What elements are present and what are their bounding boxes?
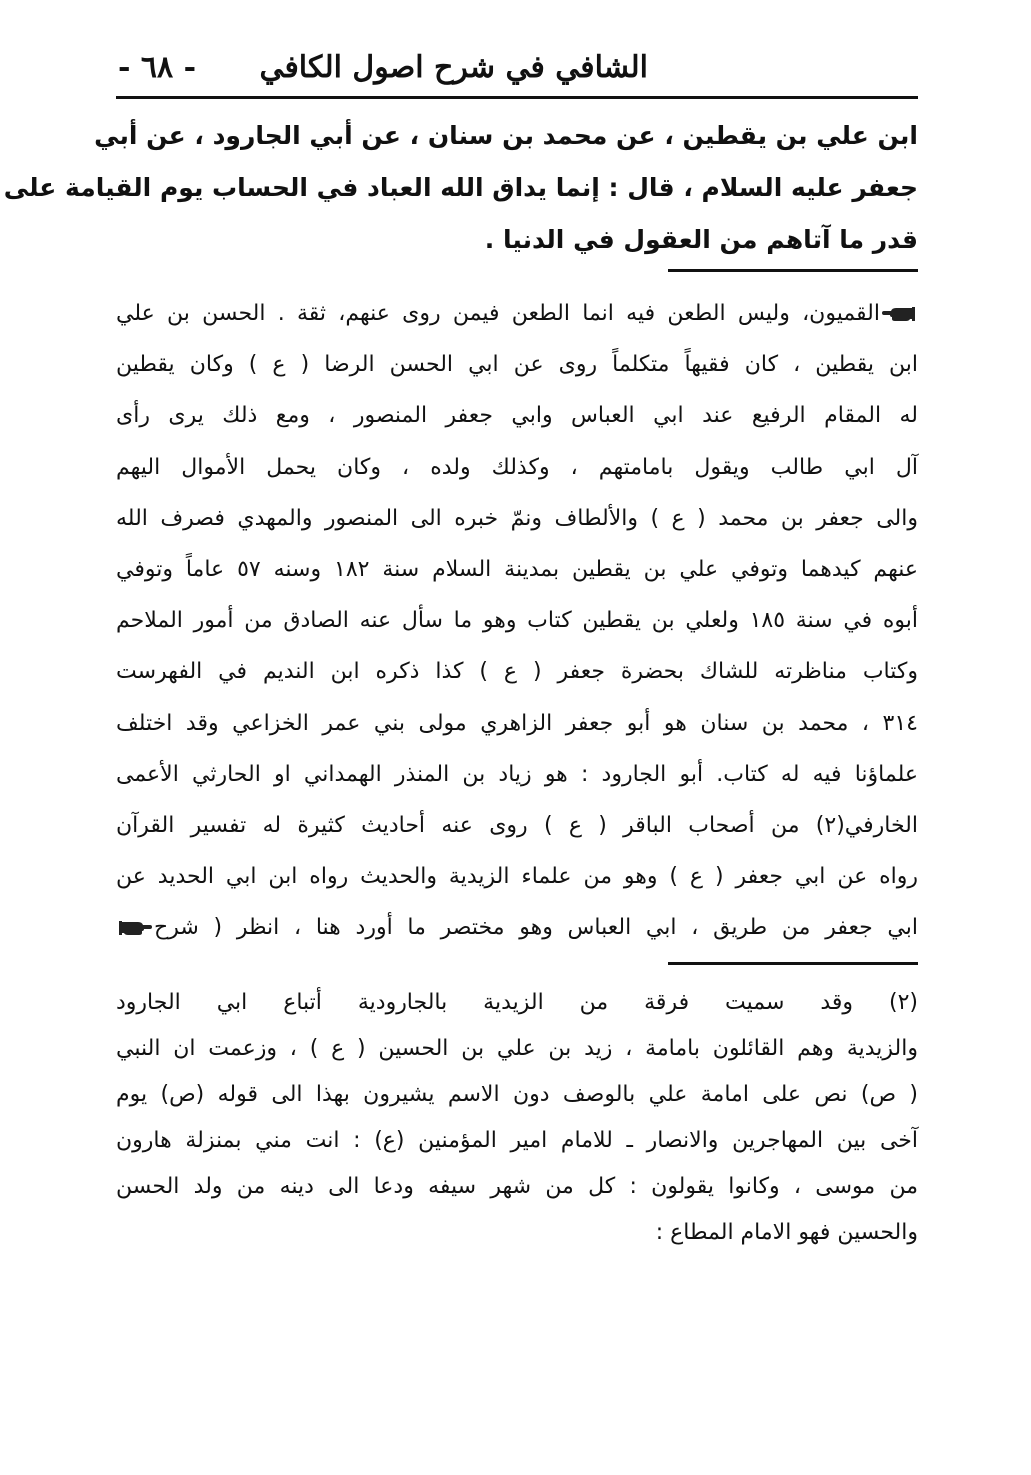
- footnote-line: ( ص) نص على امامة علي بالوصف دون الاسم يشيرون بهذا الى قوله (ص) يوم: [116, 1082, 918, 1107]
- pointing-hand-icon: [882, 305, 916, 323]
- commentary-line: له المقام الرفيع عند ابي العباس وابي جعفر المنصور ، ومع ذلك يرى رأى: [116, 403, 918, 429]
- header-rule: [116, 96, 918, 99]
- footnote-line: والزيدية وهم القائلون بامامة ، زيد بن علي بن الحسين ( ع ) ، وزعمت ان النبي: [116, 1036, 918, 1061]
- footnote-text: [116, 980, 918, 1256]
- page-number: - ٦٨ -: [118, 50, 197, 85]
- footnote-line: آخى بين المهاجرين والانصار ـ للامام امير المؤمنين (ع) : انت مني بمنزلة هارون: [116, 1128, 918, 1153]
- commentary-line: ابن يقطين ، كان فقيهاً متكلماً روى عن ابي الحسن الرضا ( ع ) وكان يقطين: [116, 352, 918, 378]
- commentary-line: آل ابي طالب ويقول بامامتهم ، وكذلك ولده ، وكان يحمل الأموال اليهم: [116, 454, 918, 480]
- page-header: [118, 44, 918, 92]
- commentary-line: الخارفي(٢) من أصحاب الباقر ( ع ) روى عنه أحاديث كثيرة له تفسير القرآن: [116, 813, 918, 839]
- commentary-text: [116, 288, 918, 954]
- commentary-line: عنهم كيدهما وتوفي علي بن يقطين بمدينة السلام سنة ١٨٢ وسنه ٥٧ عاماً وتوفي: [116, 557, 918, 583]
- commentary-line: وكتاب مناظرته للشاك بحضرة جعفر ( ع ) كذا ذكره ابن النديم في الفهرست: [116, 659, 918, 685]
- commentary-line: أبوه في سنة ١٨٥ ولعلي بن يقطين كتاب وهو ما سأل عنه الصادق من أمور الملاحم: [116, 608, 918, 634]
- commentary-line: رواه عن ابي جعفر ( ع ) وهو من علماء الزيدية والحديث رواه ابن ابي الحديد عن: [116, 864, 918, 890]
- footnote-line: والحسين فهو الامام المطاع :: [655, 1220, 918, 1245]
- footnote-line: من موسى ، وكانوا يقولون : كل من شهر سيفه ودعا الى دينه من ولد الحسن: [116, 1174, 918, 1199]
- hadith-line: جعفر عليه السلام ، قال : إنما يداق الله العباد في الحساب يوم القيامة على: [3, 173, 918, 202]
- hadith-text: [3, 110, 918, 266]
- pointing-hand-icon: [118, 919, 152, 937]
- commentary-line: علماؤنا فيه له كتاب. أبو الجارود : هو زياد بن المنذر الهمداني او الحارثي الأعمى: [116, 761, 918, 787]
- commentary-line: ابي جعفر من طريق ، ابي العباس وهو مختصر ما أورد هنا ، انظر ( شرح: [116, 902, 918, 953]
- running-title: الشافي في شرح اصول الكافي: [259, 50, 648, 85]
- section-divider: [668, 269, 918, 272]
- commentary-line: ٣١٤ ، محمد بن سنان هو أبو جعفر الزاهري مولى بني عمر الخزاعي وقد اختلف: [116, 710, 918, 736]
- commentary-line: والى جعفر بن محمد ( ع ) والألطاف ونمّ خبره الى المنصور والمهدي فصرف الله: [116, 505, 918, 531]
- hadith-line: قدر ما آتاهم من العقول في الدنيا .: [484, 225, 918, 254]
- hadith-line: ابن علي بن يقطين ، عن محمد بن سنان ، عن أبي الجارود ، عن أبي: [94, 121, 918, 150]
- footnote-divider: [668, 962, 918, 965]
- footnote-line: (٢) وقد سميت فرقة من الزيدية بالجارودية أتباع ابي الجارود: [116, 990, 918, 1015]
- commentary-line: القميون، وليس الطعن فيه انما الطعن فيمن روى عنهم، ثقة . الحسن بن علي: [116, 288, 918, 339]
